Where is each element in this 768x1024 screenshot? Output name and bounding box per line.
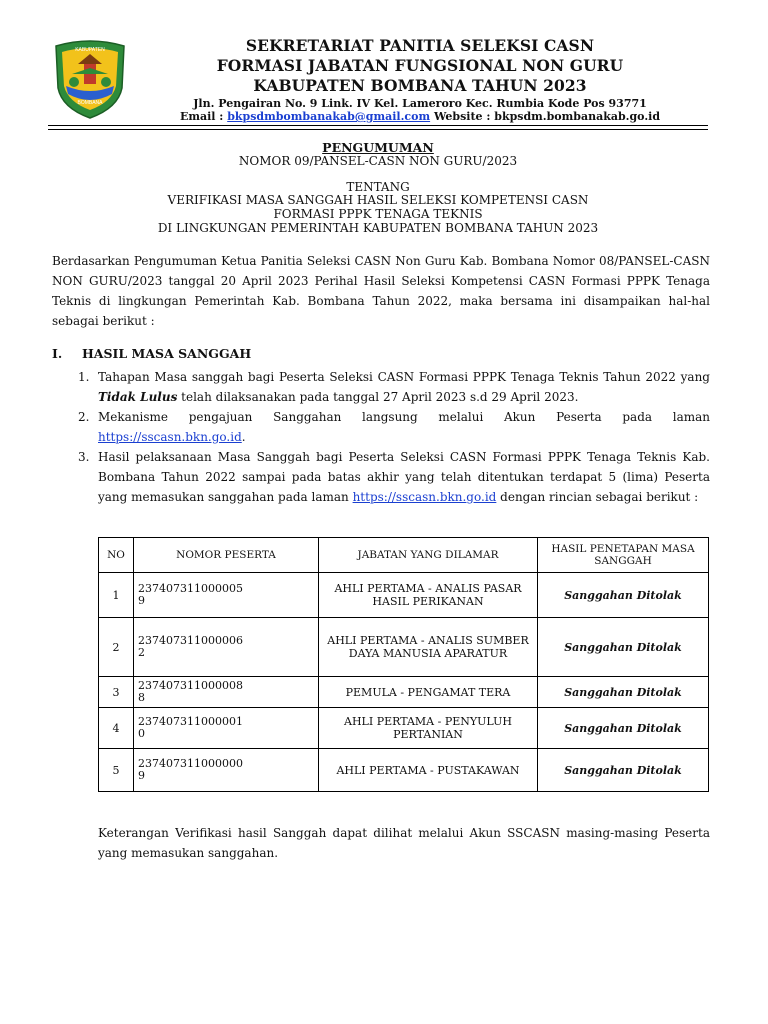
announcement-about: TENTANG	[346, 180, 410, 194]
cell-hasil: Sanggahan Ditolak	[538, 708, 709, 749]
list-item-text: Mekanisme pengajuan Sanggahan langsung melalui Akun Peserta pada laman https://sscasn.bkn.go.id.	[98, 410, 710, 444]
cell-nomor: 2374073110000088	[134, 677, 319, 708]
header-nomor-peserta: NOMOR PESERTA	[134, 538, 319, 573]
cell-no: 5	[99, 749, 134, 792]
list-item-number: 3.	[78, 450, 90, 464]
cell-nomor: 2374073110000010	[134, 708, 319, 749]
list-item-number: 1.	[78, 370, 90, 384]
cell-nomor: 2374073110000059	[134, 573, 319, 618]
cell-nomor: 2374073110000009	[134, 749, 319, 792]
table-row	[99, 573, 709, 618]
cell-jabatan: AHLI PERTAMA - ANALIS SUMBER DAYA MANUSIA APARATUR	[319, 618, 538, 677]
website-text: Website : bkpsdm.bombanakab.go.id	[430, 110, 661, 123]
cell-hasil: Sanggahan Ditolak	[538, 618, 709, 677]
table-row	[99, 708, 709, 749]
cell-no: 1	[99, 573, 134, 618]
list-item-number: 2.	[78, 410, 90, 424]
header-line-2: FORMASI JABATAN FUNGSIONAL NON GURU	[216, 56, 624, 75]
table-row	[99, 618, 709, 677]
cell-jabatan: AHLI PERTAMA - PUSTAKAWAN	[319, 749, 538, 792]
cell-jabatan: AHLI PERTAMA - PENYULUH PERTANIAN	[319, 708, 538, 749]
header-contact	[130, 110, 710, 124]
announcement-subject-3: DI LINGKUNGAN PEMERINTAH KABUPATEN BOMBANA TAHUN 2023	[157, 221, 599, 235]
cell-no: 2	[99, 618, 134, 677]
cell-hasil: Sanggahan Ditolak	[538, 677, 709, 708]
section-title: HASIL MASA SANGGAH	[82, 346, 252, 361]
header-rule-thin	[48, 129, 708, 130]
cell-hasil: Sanggahan Ditolak	[538, 749, 709, 792]
cell-jabatan: AHLI PERTAMA - ANALIS PASAR HASIL PERIKANAN	[319, 573, 538, 618]
announcement-subject-2: FORMASI PPPK TENAGA TEKNIS	[273, 207, 483, 221]
kabupaten-bombana-logo	[48, 38, 132, 120]
logo-bottom-text: BOMBANA	[77, 100, 103, 106]
header-address: Jln. Pengairan No. 9 Link. IV Kel. Lameroro Kec. Rumbia Kode Pos 93771	[193, 97, 647, 110]
announcement-subject-1: VERIFIKASI MASA SANGGAH HASIL SELEKSI KOMPETENSI CASN	[167, 193, 589, 207]
cell-no: 4	[99, 708, 134, 749]
header-rule-thick	[48, 125, 708, 126]
note-paragraph: Keterangan Verifikasi hasil Sanggah dapat dilihat melalui Akun SSCASN masing-masing Peserta yang memasukan sanggahan.	[98, 826, 710, 860]
sscasn-link[interactable]: https://sscasn.bkn.go.id	[352, 490, 497, 504]
intro-paragraph: Berdasarkan Pengumuman Ketua Panitia Seleksi CASN Non Guru Kab. Bombana Nomor 08/PANSEL-CASN NON GURU/2023 tanggal 20 April 2023 Perihal Hasil Seleksi Kompetensi CASN Formasi PPPK Tenaga Teknis di lingkungan Pemerintah Kab. Bombana Tahun 2022, maka bersama ini disampaikan hal-hal sebagai berikut :	[52, 254, 710, 328]
announcement-title: PENGUMUMAN	[322, 140, 434, 155]
rekap-table	[98, 537, 709, 792]
cell-nomor: 2374073110000062	[134, 618, 319, 677]
header-line-3: KABUPATEN BOMBANA TAHUN 2023	[253, 76, 587, 95]
logo-top-text: KABUPATEN	[75, 47, 105, 53]
list-item-text: Tahapan Masa sanggah bagi Peserta Seleksi CASN Formasi PPPK Tenaga Teknis Tahun 2022 yang Tidak Lulus telah dilaksanakan pada tanggal 27 April 2023 s.d 29 April 2023.	[98, 370, 710, 404]
cell-hasil: Sanggahan Ditolak	[538, 573, 709, 618]
header-no: NO	[99, 538, 134, 573]
list-item-text: Hasil pelaksanaan Masa Sanggah bagi Peserta Seleksi CASN Formasi PPPK Tenaga Teknis Kab. Bombana Tahun 2022 sampai pada batas akhir yang telah ditentukan terdapat 5 (lima) Peserta yang memasukan sanggahan pada laman https://sscasn.bkn.go.id dengan rincian sebagai berikut :	[98, 450, 710, 504]
header-jabatan: JABATAN YANG DILAMAR	[319, 538, 538, 573]
email-link[interactable]: bkpsdmbombanakab@gmail.com	[227, 110, 431, 123]
cell-no: 3	[99, 677, 134, 708]
section-number: I.	[52, 346, 63, 361]
sscasn-link[interactable]: https://sscasn.bkn.go.id	[98, 430, 242, 444]
header-hasil: HASIL PENETAPAN MASA SANGGAH	[538, 538, 709, 573]
table-row	[99, 677, 709, 708]
cell-jabatan: PEMULA - PENGAMAT TERA	[319, 677, 538, 708]
emphasis-text: Tidak Lulus	[98, 390, 178, 404]
table-row	[99, 749, 709, 792]
email-label: Email :	[179, 110, 228, 123]
table-header-row	[99, 538, 709, 573]
announcement-number: NOMOR 09/PANSEL-CASN NON GURU/2023	[238, 154, 518, 168]
header-line-1: SEKRETARIAT PANITIA SELEKSI CASN	[245, 36, 595, 55]
